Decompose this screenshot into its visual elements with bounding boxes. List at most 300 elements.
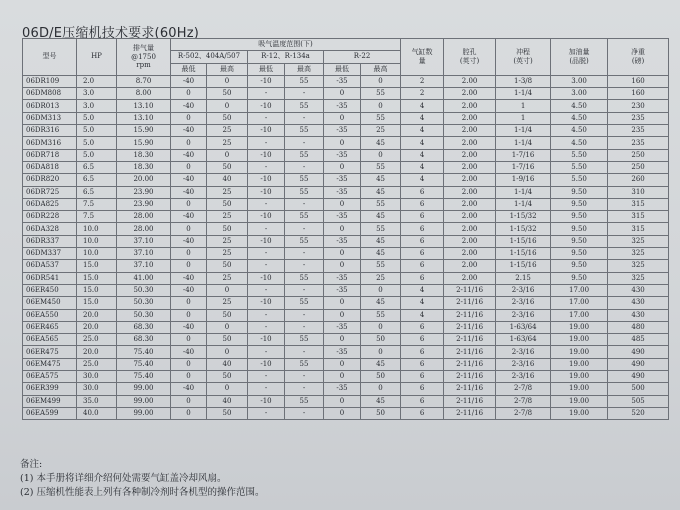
cell-bore: 2.00 [444,137,496,149]
cell-hp: 20.0 [77,321,117,333]
cell-displacement: 75.40 [117,358,171,370]
cell-displacement: 37.10 [117,235,171,247]
cell-r22-max: 0 [361,346,401,358]
cell-r12-max: - [285,260,324,272]
header-displacement [117,39,171,76]
cell-displacement: 37.10 [117,248,171,260]
cell-displacement: 50.30 [117,309,171,321]
cell-hp: 15.0 [77,260,117,272]
cell-r12-min: -10 [248,358,285,370]
cell-r502-min: 0 [171,395,207,407]
cell-hp: 5.0 [77,125,117,137]
cell-hp: 5.0 [77,112,117,124]
cell-r12-max: 55 [285,174,324,186]
cell-r12-max: 55 [285,272,324,284]
page-title: 06D/E压缩机技术要求(60Hz) [22,26,200,41]
cell-displacement: 28.00 [117,211,171,223]
cell-r502-min: -40 [171,346,207,358]
cell-weight: 250 [608,161,669,173]
cell-r22-min: -35 [324,186,361,198]
header-bore [444,39,496,76]
cell-weight: 325 [608,248,669,260]
cell-bore: 2-11/16 [444,407,496,419]
cell-r502-min: -40 [171,383,207,395]
cell-r502-max: 0 [207,75,248,87]
cell-r502-min: 0 [171,223,207,235]
cell-oil: 3.00 [551,88,608,100]
cell-stroke: 2-7/8 [496,407,551,419]
cell-r22-min: -35 [324,211,361,223]
cell-r22-min: 0 [324,88,361,100]
cell-r22-max: 45 [361,395,401,407]
table-row [23,149,669,161]
cell-stroke: 1-1/4 [496,125,551,137]
cell-r12-max: 55 [285,235,324,247]
notes-heading: 备注: [20,459,43,470]
cell-model: 06EA575 [23,371,77,383]
cell-model: 06ER450 [23,284,77,296]
cell-r22-max: 25 [361,272,401,284]
cell-bore: 2-11/16 [444,334,496,346]
cell-r502-max: 50 [207,260,248,272]
cell-stroke: 2.15 [496,272,551,284]
cell-displacement: 8.00 [117,88,171,100]
cell-stroke: 1-15/32 [496,211,551,223]
cell-stroke: 2-3/16 [496,297,551,309]
cell-hp: 3.0 [77,88,117,100]
cell-r12-max: 55 [285,100,324,112]
cell-displacement: 37.10 [117,260,171,272]
cell-r12-min: -10 [248,297,285,309]
cell-r22-max: 55 [361,198,401,210]
cell-r502-min: 0 [171,358,207,370]
cell-r12-min: - [248,88,285,100]
cell-cylinders: 6 [401,272,444,284]
cell-r12-min: - [248,260,285,272]
cell-hp: 5.0 [77,137,117,149]
cell-r12-min: - [248,198,285,210]
cell-weight: 505 [608,395,669,407]
cell-r502-max: 25 [207,211,248,223]
cell-model: 06EA599 [23,407,77,419]
cell-displacement: 75.40 [117,371,171,383]
cell-r22-min: 0 [324,161,361,173]
cell-displacement: 99.00 [117,395,171,407]
cell-cylinders: 6 [401,223,444,235]
cell-r22-min: 0 [324,198,361,210]
header-displacement-line1: 排气量 [133,43,154,52]
cell-r22-max: 0 [361,100,401,112]
cell-oil: 9.50 [551,211,608,223]
header-stroke [496,39,551,76]
cell-model: 06ER475 [23,346,77,358]
cell-r12-max: 55 [285,211,324,223]
cell-bore: 2-11/16 [444,383,496,395]
table-body [23,75,669,419]
cell-weight: 235 [608,137,669,149]
cell-bore: 2.00 [444,125,496,137]
cell-r502-min: 0 [171,260,207,272]
cell-oil: 19.00 [551,407,608,419]
cell-r22-min: 0 [324,371,361,383]
cell-r12-max: - [285,248,324,260]
cell-r502-min: 0 [171,161,207,173]
table-row [23,235,669,247]
cell-bore: 2-11/16 [444,395,496,407]
cell-cylinders: 2 [401,88,444,100]
cell-cylinders: 4 [401,112,444,124]
cell-r502-max: 40 [207,395,248,407]
table-row [23,321,669,333]
cell-r22-max: 0 [361,284,401,296]
cell-model: 06DR820 [23,174,77,186]
cell-r502-max: 25 [207,235,248,247]
cell-r12-min: - [248,112,285,124]
cell-bore: 2.00 [444,149,496,161]
cell-stroke: 1-15/16 [496,235,551,247]
cell-r22-max: 0 [361,75,401,87]
cell-r502-max: 50 [207,198,248,210]
cell-r12-max: - [285,223,324,235]
cell-model: 06DR725 [23,186,77,198]
table-row [23,248,669,260]
cell-hp: 5.0 [77,149,117,161]
cell-model: 06ER465 [23,321,77,333]
cell-r502-min: 0 [171,248,207,260]
cell-oil: 9.50 [551,223,608,235]
cell-displacement: 68.30 [117,321,171,333]
cell-r12-max: - [285,371,324,383]
cell-cylinders: 6 [401,248,444,260]
header-displacement-line2: @1750 [131,52,156,61]
cell-hp: 10.0 [77,235,117,247]
cell-cylinders: 6 [401,186,444,198]
cell-r502-max: 50 [207,88,248,100]
cell-bore: 2.00 [444,174,496,186]
cell-r22-max: 45 [361,186,401,198]
table-row [23,211,669,223]
cell-r22-max: 45 [361,297,401,309]
cell-oil: 9.50 [551,272,608,284]
cell-oil: 9.50 [551,235,608,247]
cell-r12-max: 55 [285,297,324,309]
cell-displacement: 8.70 [117,75,171,87]
cell-stroke: 1-63/64 [496,334,551,346]
cell-stroke: 2-3/16 [496,371,551,383]
cell-stroke: 1 [496,100,551,112]
cell-oil: 19.00 [551,395,608,407]
cell-bore: 2.00 [444,198,496,210]
cell-r12-min: -10 [248,149,285,161]
cell-r502-max: 25 [207,248,248,260]
cell-r502-min: 0 [171,112,207,124]
cell-r22-min: -35 [324,346,361,358]
cell-r12-max: 55 [285,75,324,87]
cell-r22-min: 0 [324,334,361,346]
table-row [23,358,669,370]
cell-model: 06DR316 [23,125,77,137]
cell-r12-max: - [285,137,324,149]
cell-r502-min: 0 [171,297,207,309]
cell-oil: 17.00 [551,284,608,296]
cell-hp: 10.0 [77,223,117,235]
cell-oil: 19.00 [551,346,608,358]
cell-model: 06DM808 [23,88,77,100]
cell-cylinders: 6 [401,260,444,272]
table-row [23,407,669,419]
cell-r12-max: - [285,407,324,419]
cell-r22-min: -35 [324,321,361,333]
cell-oil: 4.50 [551,125,608,137]
table-row [23,284,669,296]
header-stroke-line1: 冲程 [516,48,531,57]
cell-r22-max: 45 [361,137,401,149]
cell-r502-min: -40 [171,75,207,87]
cell-hp: 15.0 [77,297,117,309]
cell-hp: 2.0 [77,75,117,87]
cell-r22-max: 55 [361,223,401,235]
table-row [23,260,669,272]
cell-cylinders: 4 [401,100,444,112]
cell-r502-max: 50 [207,334,248,346]
cell-r12-min: -10 [248,272,285,284]
cell-cylinders: 4 [401,137,444,149]
cell-r22-max: 45 [361,211,401,223]
cell-displacement: 13.10 [117,112,171,124]
cell-model: 06DA537 [23,260,77,272]
header-cylinders-line2: 量 [418,56,426,65]
cell-cylinders: 6 [401,395,444,407]
cell-weight: 325 [608,260,669,272]
cell-cylinders: 4 [401,297,444,309]
cell-displacement: 18.30 [117,161,171,173]
cell-displacement: 41.00 [117,272,171,284]
cell-r12-max: - [285,284,324,296]
table-row [23,137,669,149]
cell-r22-min: -35 [324,75,361,87]
cell-r502-max: 25 [207,137,248,149]
cell-weight: 490 [608,346,669,358]
header-refrigerant-r22: R-22 [324,51,401,63]
cell-r22-min: 0 [324,407,361,419]
header-temp-range: 吸气温度范围(下) [171,39,401,51]
table-row [23,112,669,124]
cell-r502-max: 0 [207,149,248,161]
cell-stroke: 1-1/4 [496,198,551,210]
cell-r12-max: 55 [285,334,324,346]
cell-stroke: 1-1/4 [496,137,551,149]
cell-r502-min: -40 [171,186,207,198]
cell-model: 06DM313 [23,112,77,124]
cell-r12-max: - [285,112,324,124]
cell-cylinders: 6 [401,211,444,223]
cell-r502-min: 0 [171,198,207,210]
cell-displacement: 68.30 [117,334,171,346]
cell-hp: 6.5 [77,174,117,186]
cell-weight: 490 [608,371,669,383]
cell-stroke: 1-9/16 [496,174,551,186]
cell-weight: 325 [608,272,669,284]
cell-displacement: 23.90 [117,198,171,210]
cell-r502-min: 0 [171,309,207,321]
cell-hp: 15.0 [77,284,117,296]
cell-oil: 19.00 [551,371,608,383]
cell-r502-min: 0 [171,88,207,100]
cell-stroke: 2-3/16 [496,284,551,296]
header-bore-line2: (英寸) [459,56,480,65]
cell-r12-min: - [248,161,285,173]
header-min: 最低 [324,63,361,75]
cell-cylinders: 4 [401,161,444,173]
cell-r502-min: -40 [171,211,207,223]
cell-bore: 2-11/16 [444,297,496,309]
header-weight-line1: 净重 [631,48,646,57]
cell-r12-max: - [285,161,324,173]
cell-displacement: 99.00 [117,407,171,419]
cell-r22-min: 0 [324,260,361,272]
table-row [23,309,669,321]
cell-r12-max: - [285,321,324,333]
cell-oil: 4.50 [551,137,608,149]
cell-cylinders: 2 [401,75,444,87]
cell-r502-max: 25 [207,272,248,284]
cell-r22-min: -35 [324,383,361,395]
cell-r22-max: 50 [361,371,401,383]
cell-r22-max: 55 [361,309,401,321]
cell-weight: 430 [608,309,669,321]
cell-r22-max: 55 [361,260,401,272]
cell-oil: 17.00 [551,297,608,309]
cell-cylinders: 6 [401,383,444,395]
cell-hp: 35.0 [77,395,117,407]
cell-model: 06DR718 [23,149,77,161]
header-refrigerant-r12: R-12、R-134a [248,51,324,63]
cell-weight: 235 [608,125,669,137]
cell-weight: 520 [608,407,669,419]
cell-r12-max: 55 [285,395,324,407]
cell-weight: 315 [608,223,669,235]
cell-r12-min: -10 [248,211,285,223]
cell-bore: 2.00 [444,75,496,87]
header-hp: HP [77,39,117,76]
cell-r12-min: - [248,309,285,321]
header-oil-line1: 加油量 [568,48,590,57]
cell-r502-max: 25 [207,297,248,309]
cell-r22-min: 0 [324,297,361,309]
cell-r22-max: 0 [361,383,401,395]
cell-displacement: 18.30 [117,149,171,161]
cell-hp: 30.0 [77,371,117,383]
cell-r22-max: 50 [361,407,401,419]
header-oil-line2: (品脱) [569,56,589,65]
cell-r12-min: - [248,346,285,358]
cell-oil: 3.00 [551,75,608,87]
cell-r502-min: -40 [171,149,207,161]
cell-stroke: 2-7/8 [496,395,551,407]
cell-r22-min: -35 [324,235,361,247]
cell-stroke: 1-15/32 [496,223,551,235]
cell-r12-min: - [248,284,285,296]
cell-stroke: 1-63/64 [496,321,551,333]
cell-weight: 160 [608,88,669,100]
table-row [23,125,669,137]
cell-r502-max: 50 [207,309,248,321]
cell-weight: 485 [608,334,669,346]
header-stroke-line2: (英寸) [513,56,533,65]
cell-displacement: 23.90 [117,186,171,198]
cell-model: 06ER399 [23,383,77,395]
cell-r502-min: -40 [171,272,207,284]
cell-weight: 430 [608,284,669,296]
cell-oil: 5.50 [551,161,608,173]
cell-bore: 2.00 [444,186,496,198]
cell-oil: 9.50 [551,198,608,210]
cell-r22-min: 0 [324,137,361,149]
cell-r12-max: - [285,383,324,395]
cell-r502-max: 25 [207,186,248,198]
table-row [23,161,669,173]
table-row [23,174,669,186]
cell-r12-min: - [248,248,285,260]
cell-cylinders: 4 [401,284,444,296]
cell-r502-max: 40 [207,358,248,370]
cell-model: 06EA565 [23,334,77,346]
cell-cylinders: 6 [401,407,444,419]
table-row [23,272,669,284]
header-weight-line2: (磅) [631,56,645,65]
cell-r12-max: 55 [285,149,324,161]
header-oil [551,39,608,76]
note-item-2: (2) 压缩机性能表上列有各种制冷剂时各机型的操作范围。 [20,487,265,498]
cell-bore: 2.00 [444,211,496,223]
cell-r502-max: 0 [207,346,248,358]
cell-r22-min: 0 [324,395,361,407]
cell-r22-min: -35 [324,272,361,284]
cell-r12-min: -10 [248,334,285,346]
header-model: 型号 [23,39,77,76]
cell-oil: 4.50 [551,112,608,124]
cell-cylinders: 6 [401,334,444,346]
cell-oil: 4.50 [551,100,608,112]
cell-model: 06DA825 [23,198,77,210]
cell-bore: 2-11/16 [444,346,496,358]
cell-oil: 19.00 [551,321,608,333]
cell-r502-max: 0 [207,383,248,395]
cell-model: 06EM475 [23,358,77,370]
cell-cylinders: 4 [401,309,444,321]
cell-displacement: 15.90 [117,137,171,149]
cell-hp: 25.0 [77,334,117,346]
cell-hp: 6.5 [77,186,117,198]
table-row [23,383,669,395]
cell-r12-max: - [285,309,324,321]
cell-r22-min: -35 [324,100,361,112]
cell-hp: 3.0 [77,100,117,112]
cell-r502-max: 0 [207,284,248,296]
cell-oil: 9.50 [551,260,608,272]
cell-oil: 19.00 [551,383,608,395]
cell-r502-max: 50 [207,223,248,235]
table-row [23,88,669,100]
table-row [23,371,669,383]
cell-bore: 2.00 [444,260,496,272]
cell-model: 06EM499 [23,395,77,407]
cell-oil: 5.50 [551,149,608,161]
cell-r12-min: - [248,371,285,383]
cell-model: 06DR337 [23,235,77,247]
cell-r502-max: 40 [207,174,248,186]
cell-r22-max: 0 [361,321,401,333]
